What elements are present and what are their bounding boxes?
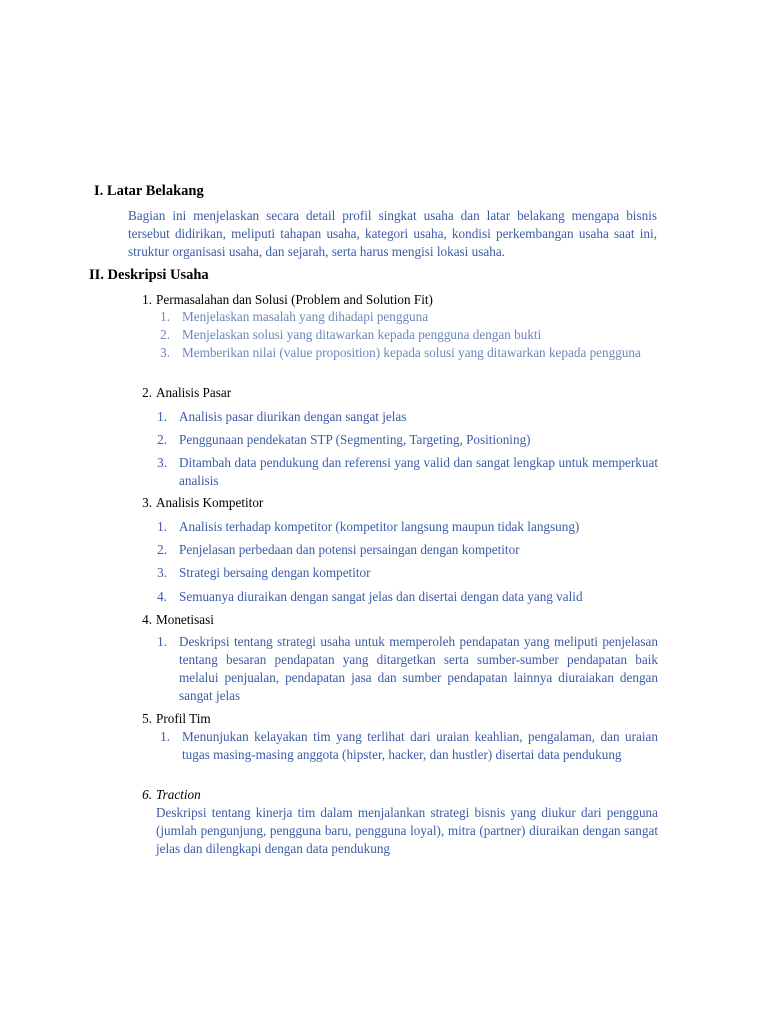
subsection-number: 6. [142, 787, 152, 802]
list-item-text: Menjelaskan masalah yang dihadapi pengguna [182, 309, 429, 324]
list-item-text: Strategi bersaing dengan kompetitor [179, 565, 371, 580]
list-item-text: Menjelaskan solusi yang ditawarkan kepada pengguna dengan bukti [182, 327, 542, 342]
list-item-text: Penggunaan pendekatan STP (Segmenting, Targeting, Positioning) [179, 432, 531, 447]
list-item-text: Memberikan nilai (value proposition) kepada solusi yang ditawarkan kepada pengguna [182, 345, 641, 360]
subsection-title: Analisis Kompetitor [156, 495, 264, 510]
list-item-number: 4. [157, 589, 167, 604]
list-item-number: 3. [157, 455, 167, 470]
subsection-number: 5. [142, 711, 152, 726]
list-item-number: 2. [157, 542, 167, 557]
subsection-title: Monetisasi [156, 612, 214, 627]
list-item-number: 1. [157, 519, 167, 534]
subsection-title: Profil Tim [156, 711, 211, 726]
list-item-text: Ditambah data pendukung dan referensi yang valid dan sangat lengkap untuk memperkuat analisis [179, 455, 658, 488]
subsection-number: 4. [142, 612, 152, 627]
list-item-text: Analisis terhadap kompetitor (kompetitor langsung maupun tidak langsung) [179, 519, 580, 534]
subsection-title: Analisis Pasar [156, 385, 232, 400]
list-item-number: 3. [160, 345, 170, 360]
list-item-number: 2. [157, 432, 167, 447]
section-2-heading [89, 266, 209, 284]
subsection-title: Traction [156, 787, 201, 802]
subsection-number: 2. [142, 385, 152, 400]
list-item-number: 1. [157, 409, 167, 424]
section-1-paragraph: Bagian ini menjelaskan secara detail profil singkat usaha dan latar belakang mengapa bisnis tersebut didirikan, meliputi tahapan usaha, kategori usaha, kondisi perkembangan usaha saat ini, struktur organisasi usaha, dan sejarah, serta harus mengisi lokasi usaha. [128, 208, 657, 259]
section-1-number: I. [94, 183, 104, 199]
list-item-number: 1. [160, 309, 170, 324]
list-item-text: Deskripsi tentang strategi usaha untuk memperoleh pendapatan yang meliputi penjelasan tentang besaran pendapatan yang ditargetkan serta sumber-sumber pendapatan baik melalui penjualan, pendapatan jasa dan sumber pendapatan lainnya diuraiakan dengan sangat jelas [179, 634, 658, 703]
section-1-title: Latar Belakang [106, 183, 204, 199]
subsection-number: 3. [142, 495, 152, 510]
list-item-text: Analisis pasar diurikan dengan sangat jelas [179, 409, 407, 424]
section-2-number: II. [89, 267, 104, 283]
list-item-number: 1. [160, 729, 170, 744]
list-item-text: Penjelasan perbedaan dan potensi persaingan dengan kompetitor [179, 542, 520, 557]
section-2-title: Deskripsi Usaha [107, 267, 209, 283]
list-item-number: 2. [160, 327, 170, 342]
list-item-number: 3. [157, 565, 167, 580]
subsection-title: Permasalahan dan Solusi (Problem and Solution Fit) [156, 292, 433, 307]
list-item-number: 1. [157, 634, 167, 649]
section-1-heading [94, 182, 204, 200]
traction-paragraph: Deskripsi tentang kinerja tim dalam menjalankan strategi bisnis yang diukur dari pengguna (jumlah pengunjung, pengguna baru, pengguna loyal), mitra (partner) diuraikan dengan sangat jelas dan dilengkapi dengan data pendukung [156, 805, 658, 856]
list-item-text: Semuanya diuraikan dengan sangat jelas dan disertai dengan data yang valid [179, 589, 583, 604]
list-item-text: Menunjukan kelayakan tim yang terlihat dari uraian keahlian, pengalaman, dan uraian tugas masing-masing anggota (hipster, hacker, dan hustler) disertai data pendukung [182, 729, 658, 762]
subsection-number: 1. [142, 292, 152, 307]
